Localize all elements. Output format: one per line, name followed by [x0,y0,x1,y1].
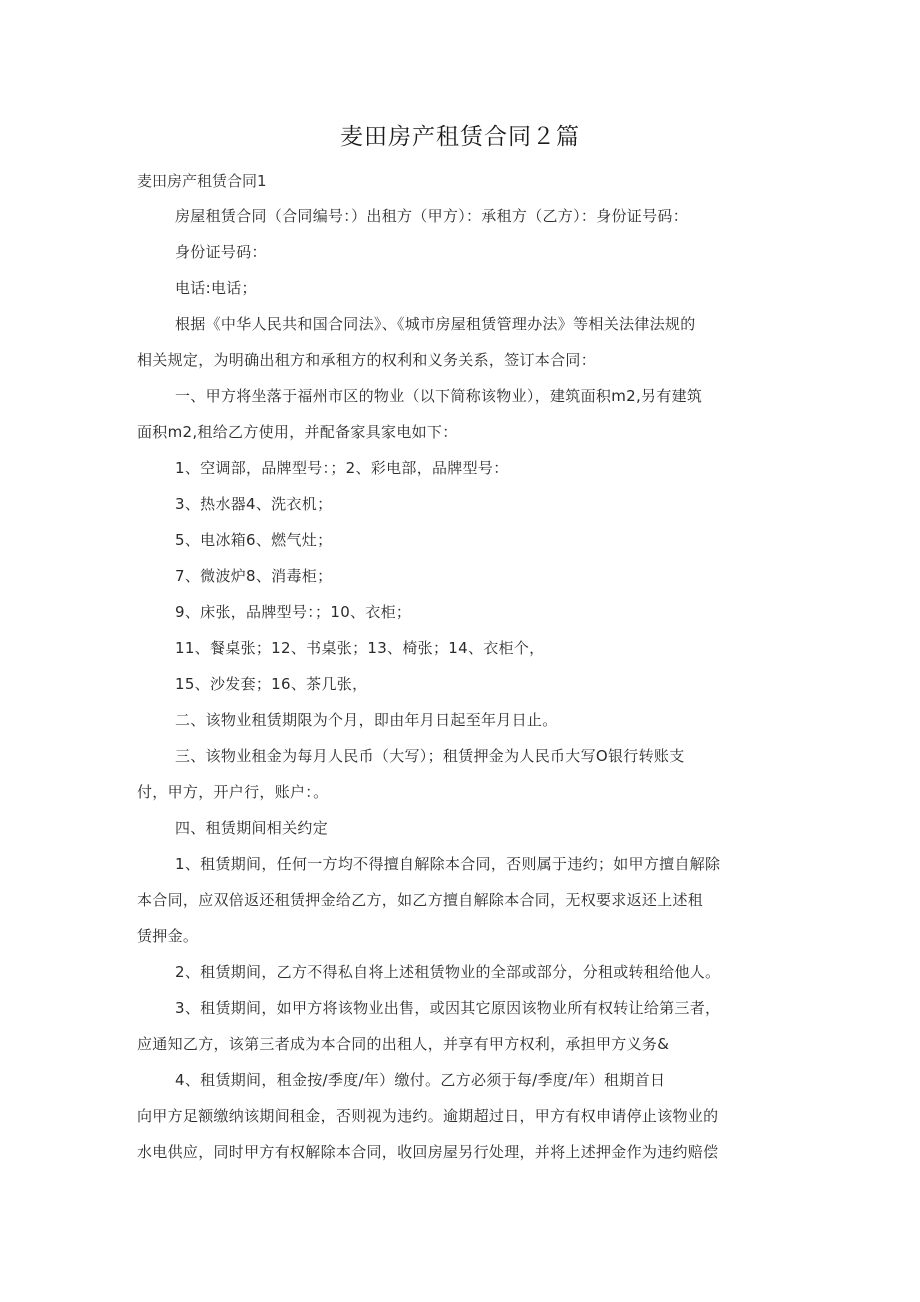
paragraph-line: 相关规定，为明确出租方和承租方的权利和义务关系，签订本合同： [137,351,597,369]
paragraph-line: 根据《中华人民共和国合同法》、《城市房屋租赁管理办法》等相关法律法规的 [175,315,696,333]
paragraph-line: 二、该物业租赁期限为个月，即由年月日起至年月日止。 [175,711,558,729]
paragraph-line: 应通知乙方，该第三者成为本合同的出租人，并享有甲方权利，承担甲方义务& [137,1035,670,1053]
paragraph-line: 一、甲方将坐落于福州市区的物业（以下简称该物业），建筑面积m2,另有建筑 [175,387,703,405]
list-item: 7、微波炉8、消毒柜； [175,567,333,585]
paragraph-line: 赁押金。 [137,927,199,945]
paragraph-line: 4、租赁期间，租金按/季度/年）缴付。乙方必须于每/季度/年）租期首日 [175,1071,666,1089]
paragraph-line: 1、租赁期间，任何一方均不得擅自解除本合同，否则属于违约；如甲方擅自解除 [175,855,721,873]
list-item: 15、沙发套；16、茶几张， [175,675,368,693]
document-subtitle: 麦田房产租赁合同1 [137,172,267,190]
paragraph-line: 三、该物业租金为每月人民币（大写）；租赁押金为人民币大写O银行转账支 [175,747,685,765]
list-item: 11、餐桌张；12、书桌张；13、椅张；14、衣柜个， [175,639,545,657]
list-item: 3、热水器4、洗衣机； [175,495,333,513]
paragraph-line: 3、租赁期间，如甲方将该物业出售，或因其它原因该物业所有权转让给第三者， [175,999,721,1017]
paragraph-line: 向甲方足额缴纳该期间租金，否则视为违约。逾期超过日，甲方有权申请停止该物业的 [137,1107,719,1125]
list-item: 9、床张，品牌型号：；10、衣柜； [175,603,412,621]
paragraph-line: 身份证号码： [175,243,267,261]
paragraph-line: 2、租赁期间，乙方不得私自将上述租赁物业的全部或部分，分租或转租给他人。 [175,963,721,981]
paragraph-line: 房屋租赁合同（合同编号：）出租方（甲方）：承租方（乙方）：身份证号码： [175,207,689,225]
document-title: 麦田房产租赁合同２篇 [340,124,580,150]
paragraph-line: 水电供应，同时甲方有权解除本合同，收回房屋另行处理，并将上述押金作为违约赔偿 [137,1143,719,1161]
paragraph-line: 付，甲方，开户行，账户：。 [137,783,329,801]
paragraph-line: 电话:电话； [175,279,257,297]
paragraph-line: 面积m2,租给乙方使用，并配备家具家电如下： [137,423,458,441]
list-item: 5、电冰箱6、燃气灶； [175,531,333,549]
section-heading: 四、租赁期间相关约定 [175,819,329,837]
list-item: 1、空调部，品牌型号：；2、彩电部，品牌型号： [175,459,509,477]
paragraph-line: 本合同，应双倍返还租赁押金给乙方，如乙方擅自解除本合同，无权要求返还上述租 [137,891,704,909]
